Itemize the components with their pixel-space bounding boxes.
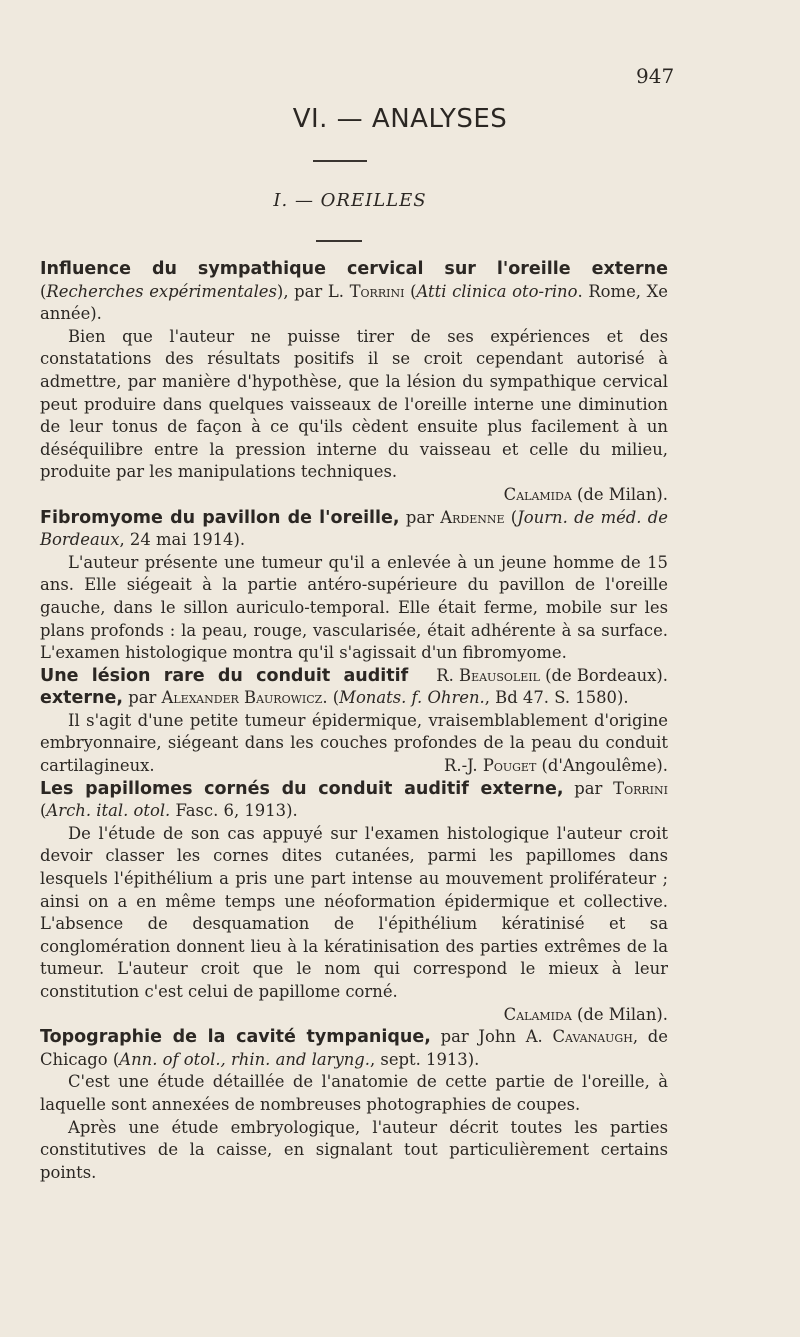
- article-ref: (: [504, 507, 518, 527]
- article-body: Bien que l'auteur ne puisse tirer de ses expériences et des constatations des résultats positifs il se croit cependant autorisé à admettre, par manière d'hypothèse, que la lésion du sympathique cervical peut produire dans quelques vaisseaux de l'oreille interne une diminution de leur tonus de façon à ce qu'ils cèdent ensuite plus facilement à un déséquilibre entre la pression interne du vaisseau et celle du milieu, produite par les manipulations techniques.: [40, 326, 668, 482]
- article-heading: [40, 778, 668, 823]
- article-title: Fibromyome du pavillon de l'oreille,: [40, 507, 400, 528]
- signature-place: (de Milan).: [571, 484, 668, 504]
- article-heading: [40, 258, 668, 326]
- article-ref: , Bd 47. S. 1580).: [484, 688, 629, 708]
- chapter-title: VI. — ANALYSES: [292, 104, 508, 134]
- article-ref: par John A.: [430, 1027, 553, 1047]
- article-ref: (: [40, 801, 47, 821]
- article-author: Ardenne: [440, 507, 505, 527]
- article-ref: par: [563, 778, 614, 798]
- article-ref: , sept. 1913).: [369, 1049, 480, 1069]
- signature-name: R.-J. Pouget: [444, 756, 537, 776]
- article-title: Une lésion rare du conduit auditif externe,: [40, 665, 409, 709]
- page-number: 947: [636, 64, 675, 88]
- article-heading: [40, 507, 668, 552]
- article-ref: . (: [322, 688, 340, 708]
- article-title: Les papillomes cornés du conduit auditif externe,: [40, 778, 564, 799]
- article-body: [40, 710, 668, 778]
- article-journal: Atti clinica oto-rino: [416, 281, 578, 301]
- article-ref: (: [404, 281, 417, 301]
- signature-name: Calamida: [503, 1004, 572, 1024]
- article-journal: Journ. de méd. de Bordeaux: [40, 507, 668, 550]
- article-journal: Ann. of otol., rhin. and laryng.: [119, 1049, 370, 1069]
- article-author: Torrini: [613, 778, 668, 798]
- divider: [313, 160, 367, 162]
- article-subtitle: Recherches expérimentales: [46, 281, 277, 301]
- article-ref: (: [40, 281, 47, 301]
- article-ref: . Rome, Xe année).: [40, 281, 668, 324]
- signature-place: (de Milan).: [571, 1004, 668, 1024]
- article-ref: , de Chicago (: [40, 1027, 668, 1069]
- article-signature: [40, 484, 668, 507]
- article-list: [40, 258, 668, 1184]
- signature-name: R. Beausoleil: [436, 665, 540, 685]
- section-title: I. — OREILLES: [273, 190, 427, 211]
- article-body-text: L'auteur présente une tumeur qu'il a enlevée à un jeune homme de 15 ans. Elle siégeait à la partie antéro-supérieure du pavillon de l'oreille gauche, dans le sillon auriculo-temporal. Elle était ferme, mobile sur les plans profonds : la peau, rouge, vascularisée, était adhérente à sa surface. L'examen histologique montra qu'il s'agissait d'un fibromyome.: [40, 552, 668, 663]
- article-journal: Monats. f. Ohren.: [339, 688, 485, 708]
- article-signature: [40, 1004, 668, 1027]
- article-body: C'est une étude détaillée de l'anatomie de cette partie de l'oreille, à laquelle sont annexées de nombreuses photographies de coupes.: [40, 1072, 668, 1114]
- signature-name: Calamida: [503, 484, 572, 504]
- article-heading: [40, 1026, 668, 1071]
- article-ref: Fasc. 6, 1913).: [170, 801, 298, 821]
- signature-place: (de Bordeaux).: [539, 665, 668, 685]
- article-ref: par: [123, 688, 162, 708]
- article-title: Topographie de la cavité tympanique,: [40, 1027, 431, 1048]
- article-body: De l'étude de son cas appuyé sur l'examen histologique l'auteur croit devoir classer les cornes dites cutanées, parmi les papillomes dans lesquels l'épithélium a pris une part intense au mouvement proliférateur ; ainsi on a en même temps une néoformation épidermique et collective. L'absence de desquamation de l'épithélium kératinisé et sa conglomération donnent lieu à la kératinisation des parties extrêmes de la tumeur. L'auteur croit que le nom qui correspond le mieux à leur constitution c'est celui de papillome corné.: [40, 823, 668, 1001]
- article-author: Torrini: [349, 281, 405, 301]
- signature-place: (d'Angoulême).: [536, 756, 668, 776]
- article-body-text: Il s'agit d'une petite tumeur épidermique, vraisemblablement d'origine embryonnaire, siégeant dans les couches profondes de la peau du conduit cartilagineux.: [40, 710, 668, 776]
- article-ref: par: [399, 507, 441, 527]
- article-body: Après une étude embryologique, l'auteur décrit toutes les parties constitutives de la caisse, en signalant tout particulièrement certains points.: [40, 1117, 668, 1182]
- article-ref: , 24 mai 1914).: [119, 530, 246, 550]
- article-author: Cavanaugh: [552, 1027, 633, 1047]
- article-journal: Arch. ital. otol.: [46, 801, 171, 821]
- divider: [316, 240, 362, 242]
- article-title: Influence du sympathique cervical sur l'oreille externe: [40, 259, 668, 279]
- article-author: Alexander Baurowicz: [161, 688, 323, 708]
- article-body: [40, 552, 668, 685]
- article-ref: ), par L.: [276, 281, 350, 301]
